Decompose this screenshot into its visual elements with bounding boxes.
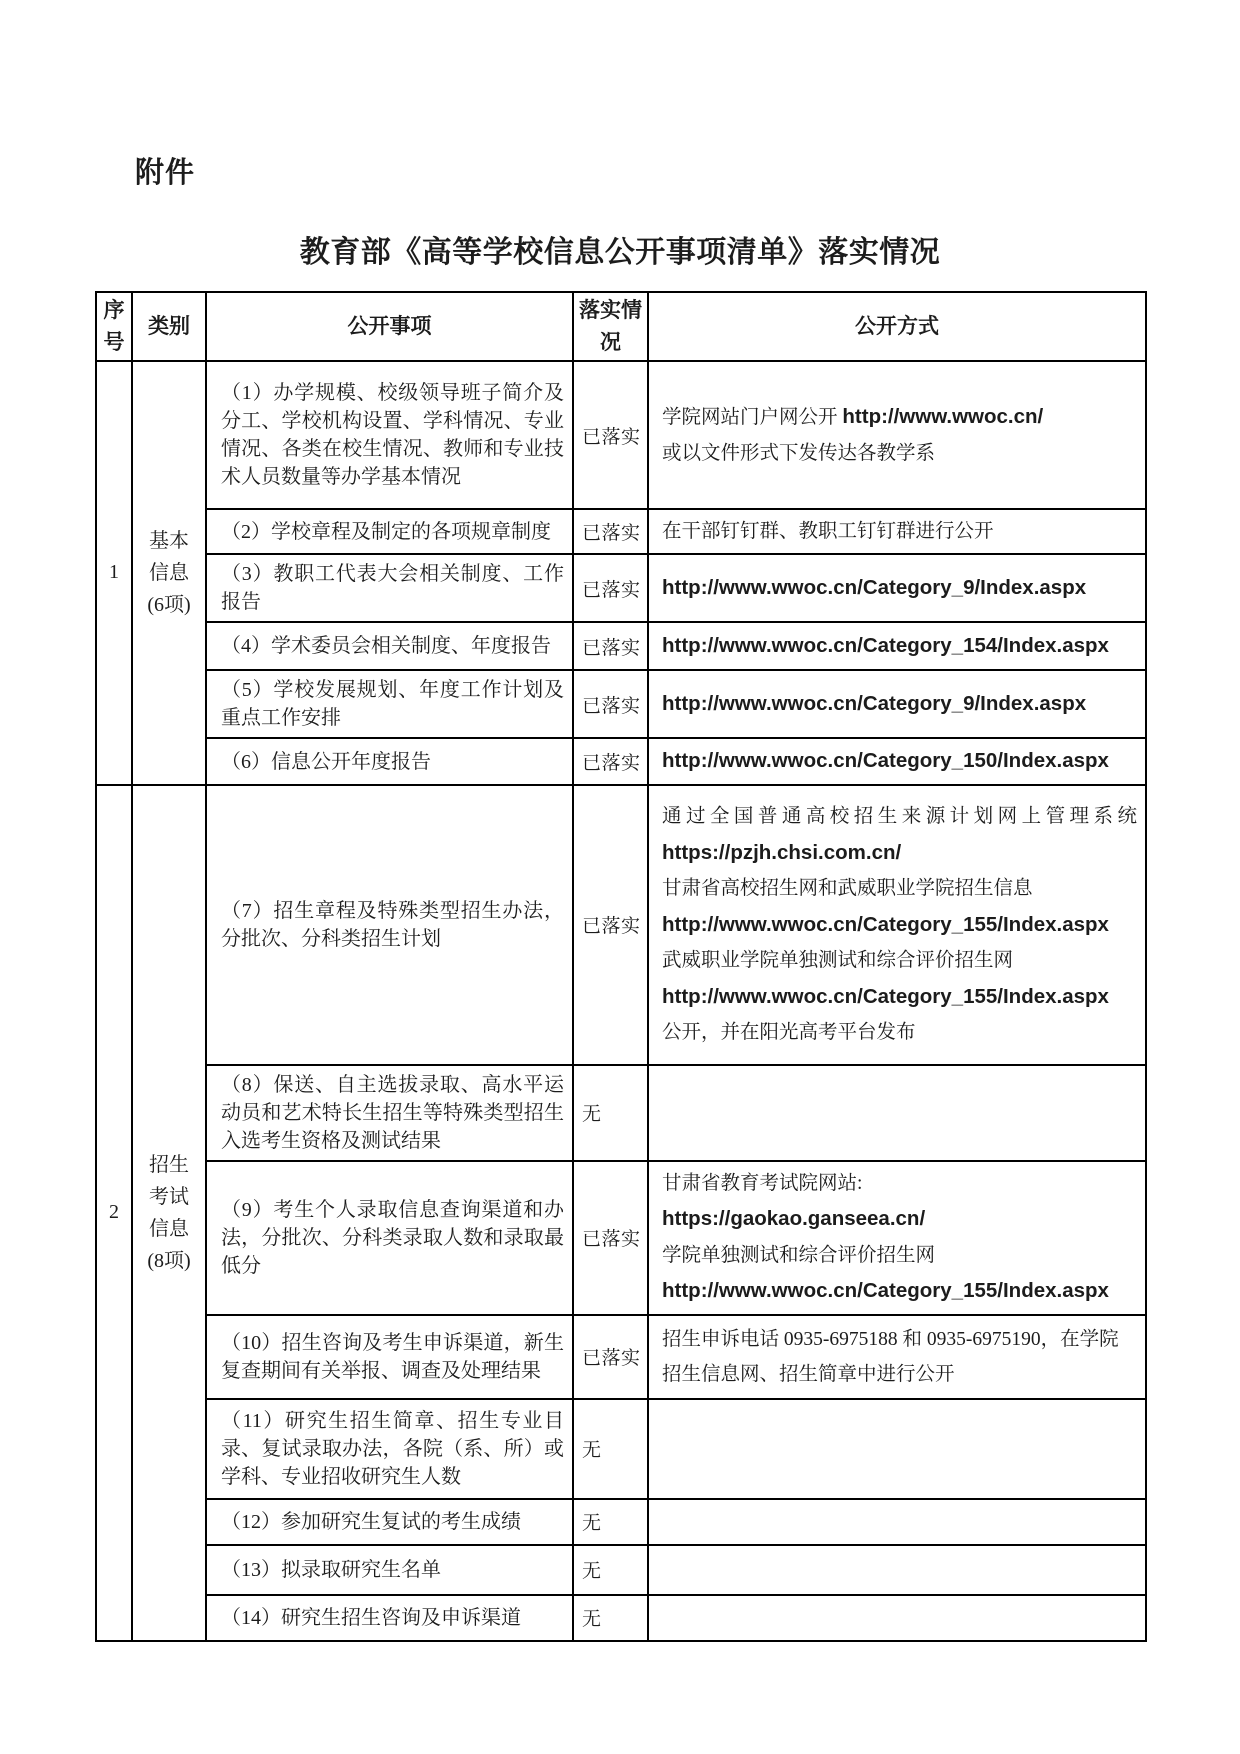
method-line: 甘肃省高校招生网和武威职业学院招生信息	[662, 878, 1033, 900]
url-text: http://www.wwoc.cn/Category_9/Index.aspx	[662, 575, 1087, 599]
table-header-row	[96, 292, 1146, 361]
url-text: http://www.wwoc.cn/Category_150/Index.aspx	[662, 749, 1109, 773]
url-text: http://www.wwoc.cn/Category_155/Index.aspx	[662, 912, 1109, 936]
section-index-cell: 1	[96, 361, 132, 785]
table-row	[96, 1545, 1146, 1595]
item-cell: （6）信息公开年度报告	[206, 738, 573, 785]
method-cell	[648, 1499, 1146, 1545]
method-line	[662, 628, 1137, 665]
method-line: 武威职业学院单独测试和综合评价招生网	[662, 950, 1014, 972]
table-row	[96, 554, 1146, 622]
status-cell: 无	[573, 1499, 648, 1545]
item-cell: （8）保送、自主选拔录取、高水平运动员和艺术特长生招生等特殊类型招生入选考生资格及测试结果	[206, 1065, 573, 1161]
table-row	[96, 1315, 1146, 1399]
header-item: 公开事项	[206, 292, 573, 361]
item-cell: （12）参加研究生复试的考生成绩	[206, 1499, 573, 1545]
table-row	[96, 670, 1146, 738]
status-cell: 已落实	[573, 1315, 648, 1399]
method-cell	[648, 554, 1146, 622]
attachment-label: 附件	[135, 157, 196, 189]
table-row	[96, 1499, 1146, 1545]
method-line	[662, 686, 1137, 723]
table-body	[96, 361, 1146, 1641]
method-line: 招生申诉电话 0935-6975188 和 0935-6975190，在学院招生信息网、招生简章中进行公开	[662, 1328, 1119, 1385]
url-text: http://www.wwoc.cn/Category_9/Index.aspx	[662, 691, 1087, 715]
method-cell	[648, 670, 1146, 738]
method-line: 学院单独测试和综合评价招生网	[662, 1244, 936, 1266]
url-text: https://gaokao.ganseea.cn/	[662, 1207, 926, 1231]
table-row	[96, 1399, 1146, 1499]
url-text: http://www.wwoc.cn/Category_155/Index.aspx	[662, 984, 1109, 1008]
category-line: 基本	[149, 529, 189, 552]
table-row	[96, 738, 1146, 785]
item-cell: （13）拟录取研究生名单	[206, 1545, 573, 1595]
category-line: (6项)	[147, 593, 191, 616]
method-cell	[648, 785, 1146, 1065]
section-category-cell	[132, 361, 206, 785]
method-cell	[648, 622, 1146, 670]
header-method: 公开方式	[648, 292, 1146, 361]
status-cell: 无	[573, 1595, 648, 1641]
method-line	[662, 743, 1137, 780]
method-line: 在干部钉钉群、教职工钉钉群进行公开	[662, 521, 994, 542]
method-line: 公开，并在阳光高考平台发布	[662, 1022, 916, 1044]
method-line	[662, 907, 1137, 944]
status-cell: 已落实	[573, 622, 648, 670]
method-cell	[648, 361, 1146, 509]
header-category: 类别	[132, 292, 206, 361]
status-cell: 已落实	[573, 1161, 648, 1315]
disclosure-table	[95, 291, 1147, 1642]
category-line: 信息	[149, 1217, 189, 1240]
status-cell: 已落实	[573, 738, 648, 785]
section-category-cell	[132, 785, 206, 1641]
category-line: 信息	[149, 561, 189, 584]
method-cell	[648, 1315, 1146, 1399]
section-index-cell: 2	[96, 785, 132, 1641]
status-cell: 已落实	[573, 361, 648, 509]
method-cell	[648, 1399, 1146, 1499]
table-row	[96, 1065, 1146, 1161]
url-text: http://www.wwoc.cn/Category_154/Index.aspx	[662, 633, 1109, 657]
method-cell	[648, 1595, 1146, 1641]
status-cell: 已落实	[573, 554, 648, 622]
status-cell: 无	[573, 1399, 648, 1499]
method-line	[662, 570, 1137, 607]
table-row	[96, 1161, 1146, 1315]
category-line: (8项)	[147, 1249, 191, 1272]
status-cell: 无	[573, 1065, 648, 1161]
item-cell: （11）研究生招生简章、招生专业目录、复试录取办法，各院（系、所）或学科、专业招收研究生人数	[206, 1399, 573, 1499]
method-line	[662, 1273, 1137, 1310]
method-line	[662, 979, 1137, 1016]
table-row	[96, 361, 1146, 509]
method-cell	[648, 509, 1146, 554]
category-line: 招生	[149, 1153, 189, 1176]
method-line: 通过全国普通高校招生来源计划网上管理系统	[662, 806, 1137, 828]
item-cell: （3）教职工代表大会相关制度、工作报告	[206, 554, 573, 622]
method-cell	[648, 1545, 1146, 1595]
method-line: 学院网站门户网公开 http://www.wwoc.cn/	[662, 405, 1044, 428]
status-cell: 已落实	[573, 670, 648, 738]
method-line: 甘肃省教育考试院网站:	[662, 1172, 863, 1194]
url-text: http://www.wwoc.cn/Category_155/Index.aspx	[662, 1279, 1109, 1303]
item-cell: （4）学术委员会相关制度、年度报告	[206, 622, 573, 670]
category-line: 考试	[149, 1185, 189, 1208]
url-text: https://pzjh.chsi.com.cn/	[662, 840, 902, 864]
method-cell	[648, 1161, 1146, 1315]
item-cell: （5）学校发展规划、年度工作计划及重点工作安排	[206, 670, 573, 738]
table-row	[96, 622, 1146, 670]
method-cell	[648, 738, 1146, 785]
table-row	[96, 1595, 1146, 1641]
item-cell: （9）考生个人录取信息查询渠道和办法，分批次、分科类录取人数和录取最低分	[206, 1161, 573, 1315]
method-cell	[648, 1065, 1146, 1161]
method-line	[662, 1201, 1137, 1238]
method-line	[662, 835, 1137, 872]
header-status: 落实情况	[573, 292, 648, 361]
url-text: http://www.wwoc.cn/	[842, 405, 1044, 428]
table-row	[96, 509, 1146, 554]
page-title: 教育部《高等学校信息公开事项清单》落实情况	[299, 236, 941, 269]
table-row	[96, 785, 1146, 1065]
item-cell: （10）招生咨询及考生申诉渠道，新生复查期间有关举报、调查及处理结果	[206, 1315, 573, 1399]
method-line: 或以文件形式下发传达各教学系	[662, 442, 936, 464]
item-cell: （14）研究生招生咨询及申诉渠道	[206, 1595, 573, 1641]
item-cell: （2）学校章程及制定的各项规章制度	[206, 509, 573, 554]
item-cell: （7）招生章程及特殊类型招生办法，分批次、分科类招生计划	[206, 785, 573, 1065]
item-cell: （1）办学规模、校级领导班子简介及分工、学校机构设置、学科情况、专业情况、各类在校生情况、教师和专业技术人员数量等办学基本情况	[206, 361, 573, 509]
header-index: 序号	[96, 292, 132, 361]
status-cell: 已落实	[573, 509, 648, 554]
status-cell: 已落实	[573, 785, 648, 1065]
status-cell: 无	[573, 1545, 648, 1595]
